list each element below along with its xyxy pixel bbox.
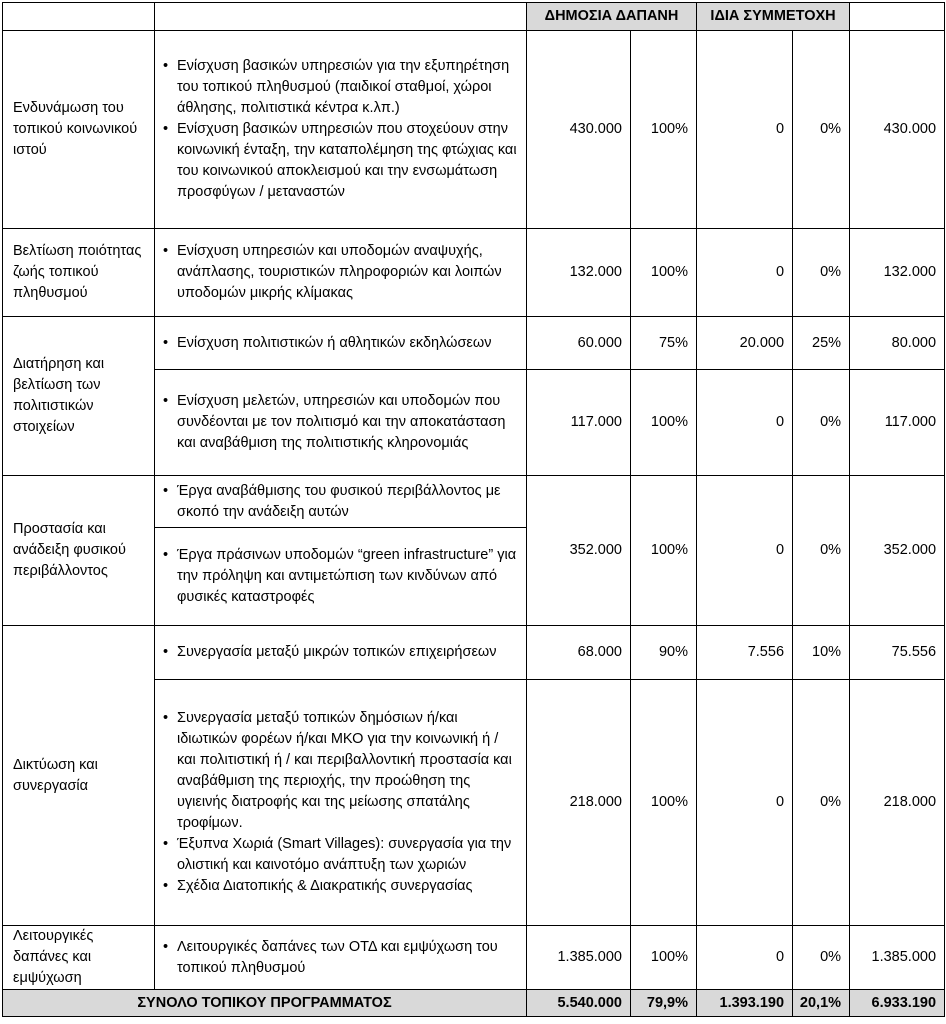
total-row — [3, 990, 945, 1017]
own-percent: 10% — [793, 626, 850, 680]
list-item: • Έξυπνα Χωριά (Smart Villages): συνεργασία για την ολιστική και καινοτόμο ανάπτυξη των χωριών — [161, 834, 520, 876]
list-item: • Ενίσχυση βασικών υπηρεσιών για την εξυπηρέτηση του τοπικού πληθυσμού (παιδικοί σταθμοί, χώροι άθλησης, πολιτιστικά κέντρα κ.λπ.) — [161, 56, 520, 119]
table-row — [3, 626, 945, 680]
total-amount: 117.000 — [850, 370, 945, 476]
list-item: • Ενίσχυση πολιτιστικών ή αθλητικών εκδηλώσεων — [161, 333, 520, 354]
table-row — [3, 926, 945, 990]
header-own-contribution: ΙΔΙΑ ΣΥΜΜΕΤΟΧΗ — [697, 3, 850, 31]
list-item: • Συνεργασία μεταξύ τοπικών δημόσιων ή/και ιδιωτικών φορέων ή/και ΜΚΟ για την κοινωνική ή / και πολιτιστική ή / και περιβαλλοντική προστασία και αναβάθμιση της περιοχής, την προώθηση της υγιεινής διατροφής και της μείωσης σπατάλης τροφίμων. — [161, 708, 520, 834]
total-public-percent: 79,9% — [631, 990, 697, 1017]
public-amount: 1.385.000 — [527, 926, 631, 990]
public-amount: 68.000 — [527, 626, 631, 680]
list-item: • Ενίσχυση μελετών, υπηρεσιών και υποδομών που συνδέονται με τον πολιτισμό και την αποκατάσταση και αναβάθμιση της πολιτιστικής κληρονομιάς — [161, 391, 520, 454]
table-row — [3, 229, 945, 317]
public-percent: 90% — [631, 626, 697, 680]
own-amount: 0 — [697, 370, 793, 476]
own-percent: 25% — [793, 317, 850, 370]
total-amount: 430.000 — [850, 31, 945, 229]
public-amount: 218.000 — [527, 680, 631, 926]
public-percent: 100% — [631, 370, 697, 476]
category-cell: Ενδυνάμωση του τοπικού κοινωνικού ιστού — [3, 31, 155, 229]
list-item: • Ενίσχυση υπηρεσιών και υποδομών αναψυχής, ανάπλασης, τουριστικών πληροφοριών και λοιπών υποδομών μικρής κλίμακας — [161, 241, 520, 304]
total-amount: 80.000 — [850, 317, 945, 370]
public-percent: 100% — [631, 476, 697, 626]
total-amount: 1.385.000 — [850, 926, 945, 990]
description-cell — [155, 31, 527, 229]
own-percent: 0% — [793, 476, 850, 626]
own-amount: 0 — [697, 31, 793, 229]
public-amount: 132.000 — [527, 229, 631, 317]
description-cell — [155, 370, 527, 476]
budget-table — [2, 2, 945, 1017]
list-item: • Λειτουργικές δαπάνες των ΟΤΔ και εμψύχωση του τοπικού πληθυσμού — [161, 937, 520, 979]
own-amount: 20.000 — [697, 317, 793, 370]
own-percent: 0% — [793, 31, 850, 229]
description-cell — [155, 476, 527, 528]
public-amount: 430.000 — [527, 31, 631, 229]
list-item: • Συνεργασία μεταξύ μικρών τοπικών επιχειρήσεων — [161, 642, 520, 663]
list-item: • Σχέδια Διατοπικής & Διακρατικής συνεργασίας — [161, 876, 520, 897]
public-amount: 117.000 — [527, 370, 631, 476]
category-cell: Διατήρηση και βελτίωση των πολιτιστικών στοιχείων — [3, 317, 155, 476]
own-amount: 0 — [697, 926, 793, 990]
description-cell — [155, 317, 527, 370]
public-percent: 100% — [631, 926, 697, 990]
category-cell: Δικτύωση και συνεργασία — [3, 626, 155, 926]
header-row — [3, 3, 945, 31]
own-percent: 0% — [793, 229, 850, 317]
description-cell — [155, 528, 527, 626]
header-blank-total — [850, 3, 945, 31]
own-percent: 0% — [793, 370, 850, 476]
public-percent: 75% — [631, 317, 697, 370]
header-blank-category — [3, 3, 155, 31]
grand-total-amount: 6.933.190 — [850, 990, 945, 1017]
list-item: • Έργα πράσινων υποδομών “green infrastructure” για την πρόληψη και αντιμετώπιση των κινδύνων από φυσικές καταστροφές — [161, 545, 520, 608]
table-row — [3, 31, 945, 229]
table-row — [3, 317, 945, 370]
description-cell — [155, 626, 527, 680]
public-percent: 100% — [631, 229, 697, 317]
total-label: ΣΥΝΟΛΟ ΤΟΠΙΚΟΥ ΠΡΟΓΡΑΜΜΑΤΟΣ — [3, 990, 527, 1017]
total-amount: 352.000 — [850, 476, 945, 626]
total-own-amount: 1.393.190 — [697, 990, 793, 1017]
public-amount: 352.000 — [527, 476, 631, 626]
header-blank-description — [155, 3, 527, 31]
total-own-percent: 20,1% — [793, 990, 850, 1017]
list-item: • Ενίσχυση βασικών υπηρεσιών που στοχεύουν στην κοινωνική ένταξη, την καταπολέμηση της φτώχιας και του κοινωνικού αποκλεισμού και την ενσωμάτωση προσφύγων / μεταναστών — [161, 119, 520, 203]
table-row — [3, 476, 945, 528]
own-amount: 7.556 — [697, 626, 793, 680]
category-cell: Βελτίωση ποιότητας ζωής τοπικού πληθυσμού — [3, 229, 155, 317]
public-amount: 60.000 — [527, 317, 631, 370]
own-amount: 0 — [697, 680, 793, 926]
own-percent: 0% — [793, 926, 850, 990]
own-percent: 0% — [793, 680, 850, 926]
total-amount: 218.000 — [850, 680, 945, 926]
total-public-amount: 5.540.000 — [527, 990, 631, 1017]
list-item: • Έργα αναβάθμισης του φυσικού περιβάλλοντος με σκοπό την ανάδειξη αυτών — [161, 481, 520, 523]
category-cell: Λειτουργικές δαπάνες και εμψύχωση — [3, 926, 155, 990]
description-cell — [155, 680, 527, 926]
public-percent: 100% — [631, 31, 697, 229]
own-amount: 0 — [697, 476, 793, 626]
header-public-spending: ΔΗΜΟΣΙΑ ΔΑΠΑΝΗ — [527, 3, 697, 31]
own-amount: 0 — [697, 229, 793, 317]
total-amount: 75.556 — [850, 626, 945, 680]
public-percent: 100% — [631, 680, 697, 926]
description-cell — [155, 926, 527, 990]
total-amount: 132.000 — [850, 229, 945, 317]
category-cell: Προστασία και ανάδειξη φυσικού περιβάλλοντος — [3, 476, 155, 626]
description-cell — [155, 229, 527, 317]
